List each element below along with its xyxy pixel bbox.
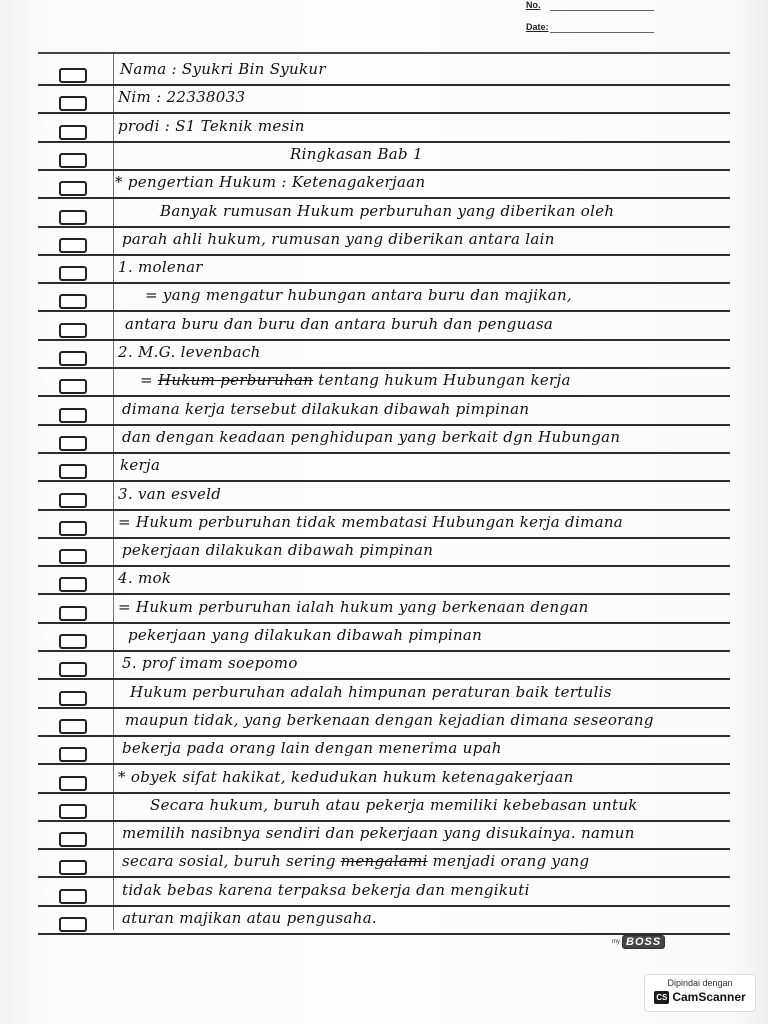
no-label: No. <box>526 0 541 10</box>
row-checkbox[interactable] <box>59 719 87 734</box>
row-checkbox[interactable] <box>59 379 87 394</box>
row-checkbox[interactable] <box>59 323 87 338</box>
row-checkbox[interactable] <box>59 917 87 932</box>
ruled-line <box>38 282 730 284</box>
handwritten-line: pekerjaan yang dilakukan dibawah pimpinan <box>128 626 483 644</box>
row-checkbox[interactable] <box>59 493 87 508</box>
camscanner-brand-row <box>645 990 755 1004</box>
row-checkbox[interactable] <box>59 351 87 366</box>
handwritten-line: Nim : 22338033 <box>118 88 246 107</box>
ruled-line <box>38 367 730 369</box>
ruled-line <box>38 509 730 511</box>
handwritten-line: 5. prof imam soepomo <box>122 654 298 673</box>
ruled-line <box>38 169 730 171</box>
handwritten-line: 3. van esveld <box>118 484 222 503</box>
line-text-post: tentang hukum Hubungan kerja <box>313 371 571 390</box>
handwritten-line: bekerja pada orang lain dengan menerima upah <box>122 739 502 758</box>
ruled-line <box>38 678 730 680</box>
handwritten-line: parah ahli hukum, rumusan yang diberikan antara lain <box>122 229 555 248</box>
row-checkbox[interactable] <box>59 860 87 875</box>
row-checkbox[interactable] <box>59 776 87 791</box>
handwritten-line: pekerjaan dilakukan dibawah pimpinan <box>122 541 434 560</box>
handwritten-line: prodi : S1 Teknik mesin <box>118 116 305 135</box>
ruled-line <box>38 820 730 822</box>
ruled-line <box>38 112 730 114</box>
ruled-line <box>38 905 730 907</box>
handwritten-line: * pengertian Hukum : Ketenagakerjaan <box>115 173 426 192</box>
ruled-line <box>38 565 730 567</box>
row-checkbox[interactable] <box>59 125 87 140</box>
row-checkbox[interactable] <box>59 606 87 621</box>
date-label: Date: <box>526 22 549 32</box>
handwritten-line: antara buru dan buru dan antara buruh dan penguasa <box>125 314 554 333</box>
date-line <box>550 32 654 33</box>
handwritten-line: memilih nasibnya sendiri dan pekerjaan yang disukainya. namun <box>122 824 635 843</box>
row-checkbox[interactable] <box>59 464 87 479</box>
row-checkbox[interactable] <box>59 747 87 762</box>
handwritten-line: = Hukum perburuhan tidak membatasi Hubungan kerja dimana <box>118 512 624 531</box>
ruled-line <box>38 707 730 709</box>
handwritten-line: 1. molenar <box>118 258 203 277</box>
row-checkbox[interactable] <box>59 804 87 819</box>
handwritten-line: Hukum perburuhan adalah himpunan peraturan baik tertulis <box>130 682 612 701</box>
row-checkbox[interactable] <box>59 210 87 225</box>
handwritten-line: = Hukum perburuhan ialah hukum yang berkenaan dengan <box>118 597 589 616</box>
struck-out-text: mengalami <box>340 852 428 871</box>
ruled-line <box>38 424 730 426</box>
handwritten-line: Ringkasan Bab 1 <box>290 144 423 163</box>
ruled-line <box>38 480 730 482</box>
row-checkbox[interactable] <box>59 238 87 253</box>
handwritten-line: dimana kerja tersebut dilakukan dibawah pimpinan <box>122 399 530 418</box>
ruled-line <box>38 84 730 86</box>
ruled-line <box>38 452 730 454</box>
no-line <box>550 10 654 11</box>
row-checkbox[interactable] <box>59 521 87 536</box>
row-checkbox[interactable] <box>59 691 87 706</box>
row-checkbox[interactable] <box>59 68 87 83</box>
ruled-line <box>38 141 730 143</box>
row-checkbox[interactable] <box>59 294 87 309</box>
handwritten-line: * obyek sifat hakikat, kedudukan hukum ketenagakerjaan <box>118 767 574 786</box>
row-checkbox[interactable] <box>59 634 87 649</box>
camscanner-caption: Dipindai dengan <box>667 978 733 988</box>
row-checkbox[interactable] <box>59 662 87 677</box>
handwritten-line: Banyak rumusan Hukum perburuhan yang diberikan oleh <box>160 201 615 220</box>
line-text-post: menjadi orang yang <box>427 852 590 871</box>
margin-line <box>113 54 114 930</box>
ruled-line <box>38 593 730 595</box>
row-checkbox[interactable] <box>59 436 87 451</box>
ruled-line <box>38 226 730 228</box>
top-border-line <box>38 52 730 54</box>
line-text-pre: = <box>140 371 158 390</box>
ruled-line <box>38 735 730 737</box>
row-checkbox[interactable] <box>59 577 87 592</box>
ruled-line <box>38 876 730 878</box>
ruled-line <box>38 848 730 850</box>
boss-logo: BOSS <box>622 935 665 949</box>
handwritten-line: Nama : Syukri Bin Syukur <box>120 60 326 78</box>
handwritten-line: 4. mok <box>118 569 172 588</box>
ruled-line <box>38 254 730 256</box>
row-checkbox[interactable] <box>59 181 87 196</box>
row-checkbox[interactable] <box>59 153 87 168</box>
handwritten-line <box>140 371 571 389</box>
line-text-pre: secara sosial, buruh sering <box>122 852 341 871</box>
boss-stamp <box>612 934 702 950</box>
row-checkbox[interactable] <box>59 832 87 847</box>
ruled-line <box>38 763 730 765</box>
handwritten-line: Secara hukum, buruh atau pekerja memiliki kebebasan untuk <box>150 795 638 814</box>
handwritten-line: 2. M.G. levenbach <box>118 343 261 361</box>
camscanner-logo-icon: CS <box>656 992 668 1002</box>
row-checkbox[interactable] <box>59 266 87 281</box>
handwritten-line: maupun tidak, yang berkenaan dengan kejadian dimana seseorang <box>125 710 654 729</box>
row-checkbox[interactable] <box>59 96 87 111</box>
row-checkbox[interactable] <box>59 889 87 904</box>
ruled-line <box>38 339 730 341</box>
camscanner-badge <box>644 974 756 1012</box>
handwritten-line: dan dengan keadaan penghidupan yang berkait dgn Hubungan <box>122 427 621 446</box>
ruled-line <box>38 650 730 652</box>
ruled-line <box>38 310 730 312</box>
handwritten-line: tidak bebas karena terpaksa bekerja dan mengikuti <box>122 880 530 899</box>
struck-out-text: Hukum perburuhan <box>157 371 314 390</box>
handwritten-line: aturan majikan atau pengusaha. <box>122 909 378 927</box>
ruled-line <box>38 395 730 397</box>
handwritten-line: = yang mengatur hubungan antara buru dan majikan, <box>145 286 573 305</box>
ruled-line <box>38 537 730 539</box>
row-checkbox[interactable] <box>59 549 87 564</box>
ruled-line <box>38 622 730 624</box>
row-checkbox[interactable] <box>59 408 87 423</box>
handwritten-line: kerja <box>120 456 161 475</box>
handwritten-line <box>122 852 589 870</box>
boss-my-text: my <box>612 939 620 945</box>
ruled-line <box>38 197 730 199</box>
camscanner-brand: CamScanner <box>672 990 746 1004</box>
ruled-line <box>38 792 730 794</box>
